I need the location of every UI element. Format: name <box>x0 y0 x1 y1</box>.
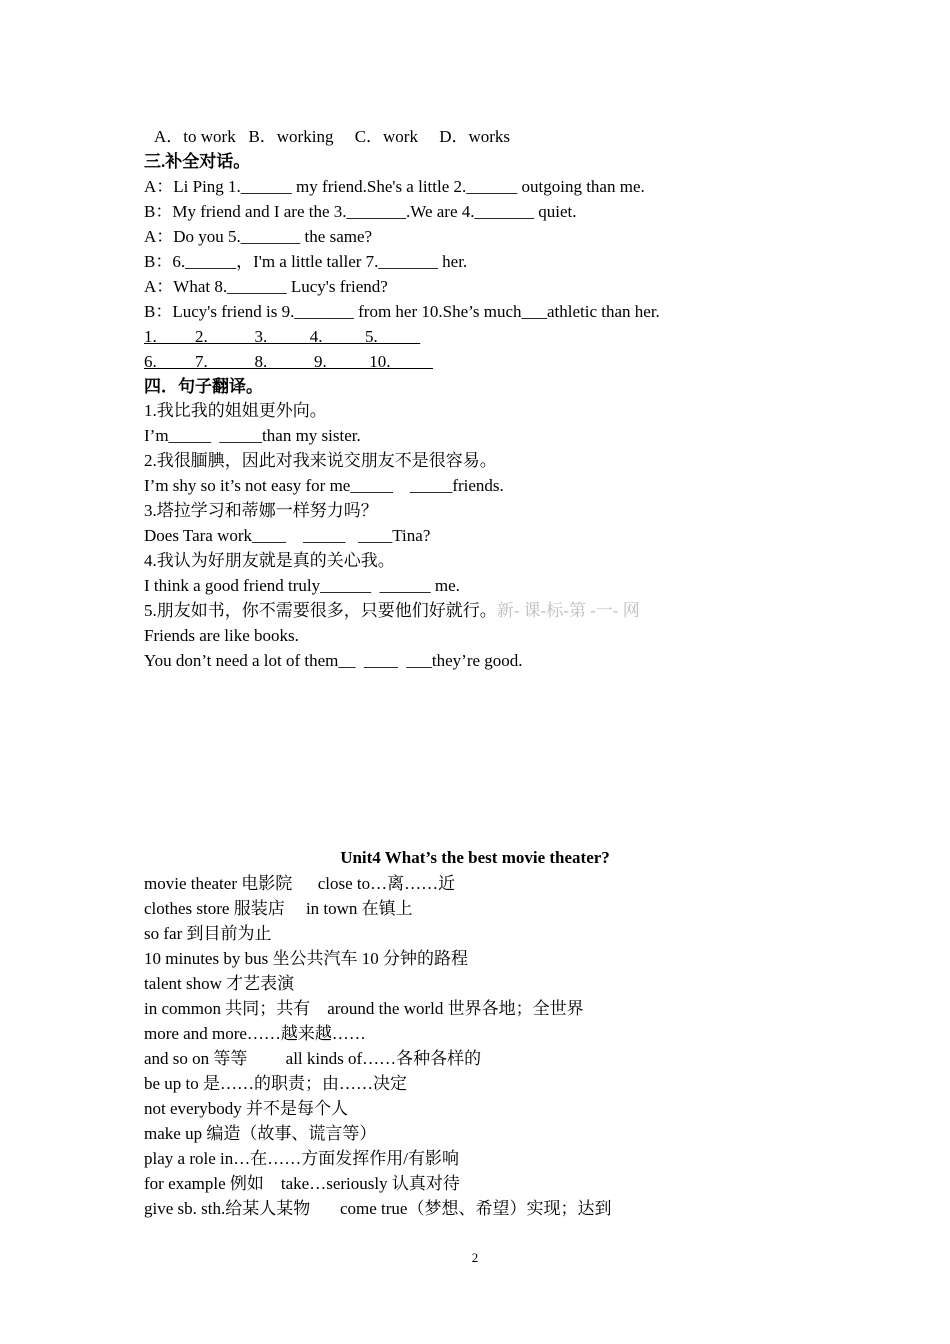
vocab-line: in common 共同；共有 around the world 世界各地；全世界 <box>144 999 584 1018</box>
translation-line <box>144 600 640 622</box>
vocab-line: movie theater 电影院 close to…离……近 <box>144 874 456 893</box>
translation-line: I think a good friend truly______ ______ me. <box>144 576 460 595</box>
translation-line: You don’t need a lot of them__ ____ ___they’re good. <box>144 651 523 670</box>
vocab-line: and so on 等等 all kinds of……各种各样的 <box>144 1049 482 1068</box>
answer-row: 1. 2. 3. 4. 5. <box>144 327 421 346</box>
page-number: 2 <box>471 1250 479 1265</box>
translation-line: 4.我认为好朋友就是真的关心我。 <box>144 551 395 570</box>
choice-options: A．to work B．working C．work D．works <box>154 127 511 146</box>
dialogue-line: A：What 8._______ Lucy's friend? <box>144 277 388 296</box>
vocab-line: so far 到目前为止 <box>144 924 272 943</box>
unit4-title: Unit4 What’s the best movie theater? <box>340 848 610 867</box>
vocab-line: clothes store 服装店 in town 在镇上 <box>144 899 413 918</box>
dialogue-line: B：Lucy's friend is 9._______ from her 10.She’s much___athletic than her. <box>144 302 660 321</box>
translation-line-text: 5.朋友如书，你不需要很多，只要他们好就行。 <box>144 601 497 620</box>
dialogue-line: A：Li Ping 1.______ my friend.She's a little 2.______ outgoing than me. <box>144 177 645 196</box>
answer-row: 6. 7. 8. 9. 10. <box>144 352 433 371</box>
translation-line: Does Tara work____ _____ ____Tina? <box>144 526 431 545</box>
vocab-line: talent show 才艺表演 <box>144 974 295 993</box>
dialogue-line: A：Do you 5._______ the same? <box>144 227 373 246</box>
vocab-line: not everybody 并不是每个人 <box>144 1099 348 1118</box>
section3-heading: 三.补全对话。 <box>144 152 251 171</box>
dialogue-line: B：My friend and I are the 3._______.We are 4._______ quiet. <box>144 202 577 221</box>
vocab-line: 10 minutes by bus 坐公共汽车 10 分钟的路程 <box>144 949 468 968</box>
translation-line: Friends are like books. <box>144 626 299 645</box>
vocab-line: give sb. sth.给某人某物 come true（梦想、希望）实现；达到 <box>144 1199 612 1218</box>
vocab-line: make up 编造（故事、谎言等） <box>144 1124 377 1143</box>
dialogue-line: B：6.______，I'm a little taller 7._______ her. <box>144 252 468 271</box>
vocab-line: be up to 是……的职责；由……决定 <box>144 1074 408 1093</box>
translation-line: 1.我比我的姐姐更外向。 <box>144 401 327 420</box>
translation-line: I’m_____ _____than my sister. <box>144 426 361 445</box>
translation-line: 3.塔拉学习和蒂娜一样努力吗？ <box>144 501 378 520</box>
watermark-text: 新- 课-标-第 -一- 网 <box>496 601 640 620</box>
vocab-line: play a role in…在……方面发挥作用/有影响 <box>144 1149 459 1168</box>
section4-heading: 四．句子翻译。 <box>144 377 263 396</box>
vocab-line: more and more……越来越…… <box>144 1024 366 1043</box>
translation-line: 2.我很腼腆，因此对我来说交朋友不是很容易。 <box>144 451 497 470</box>
vocab-line: for example 例如 take…seriously 认真对待 <box>144 1174 460 1193</box>
translation-line: I’m shy so it’s not easy for me_____ _____friends. <box>144 476 504 495</box>
